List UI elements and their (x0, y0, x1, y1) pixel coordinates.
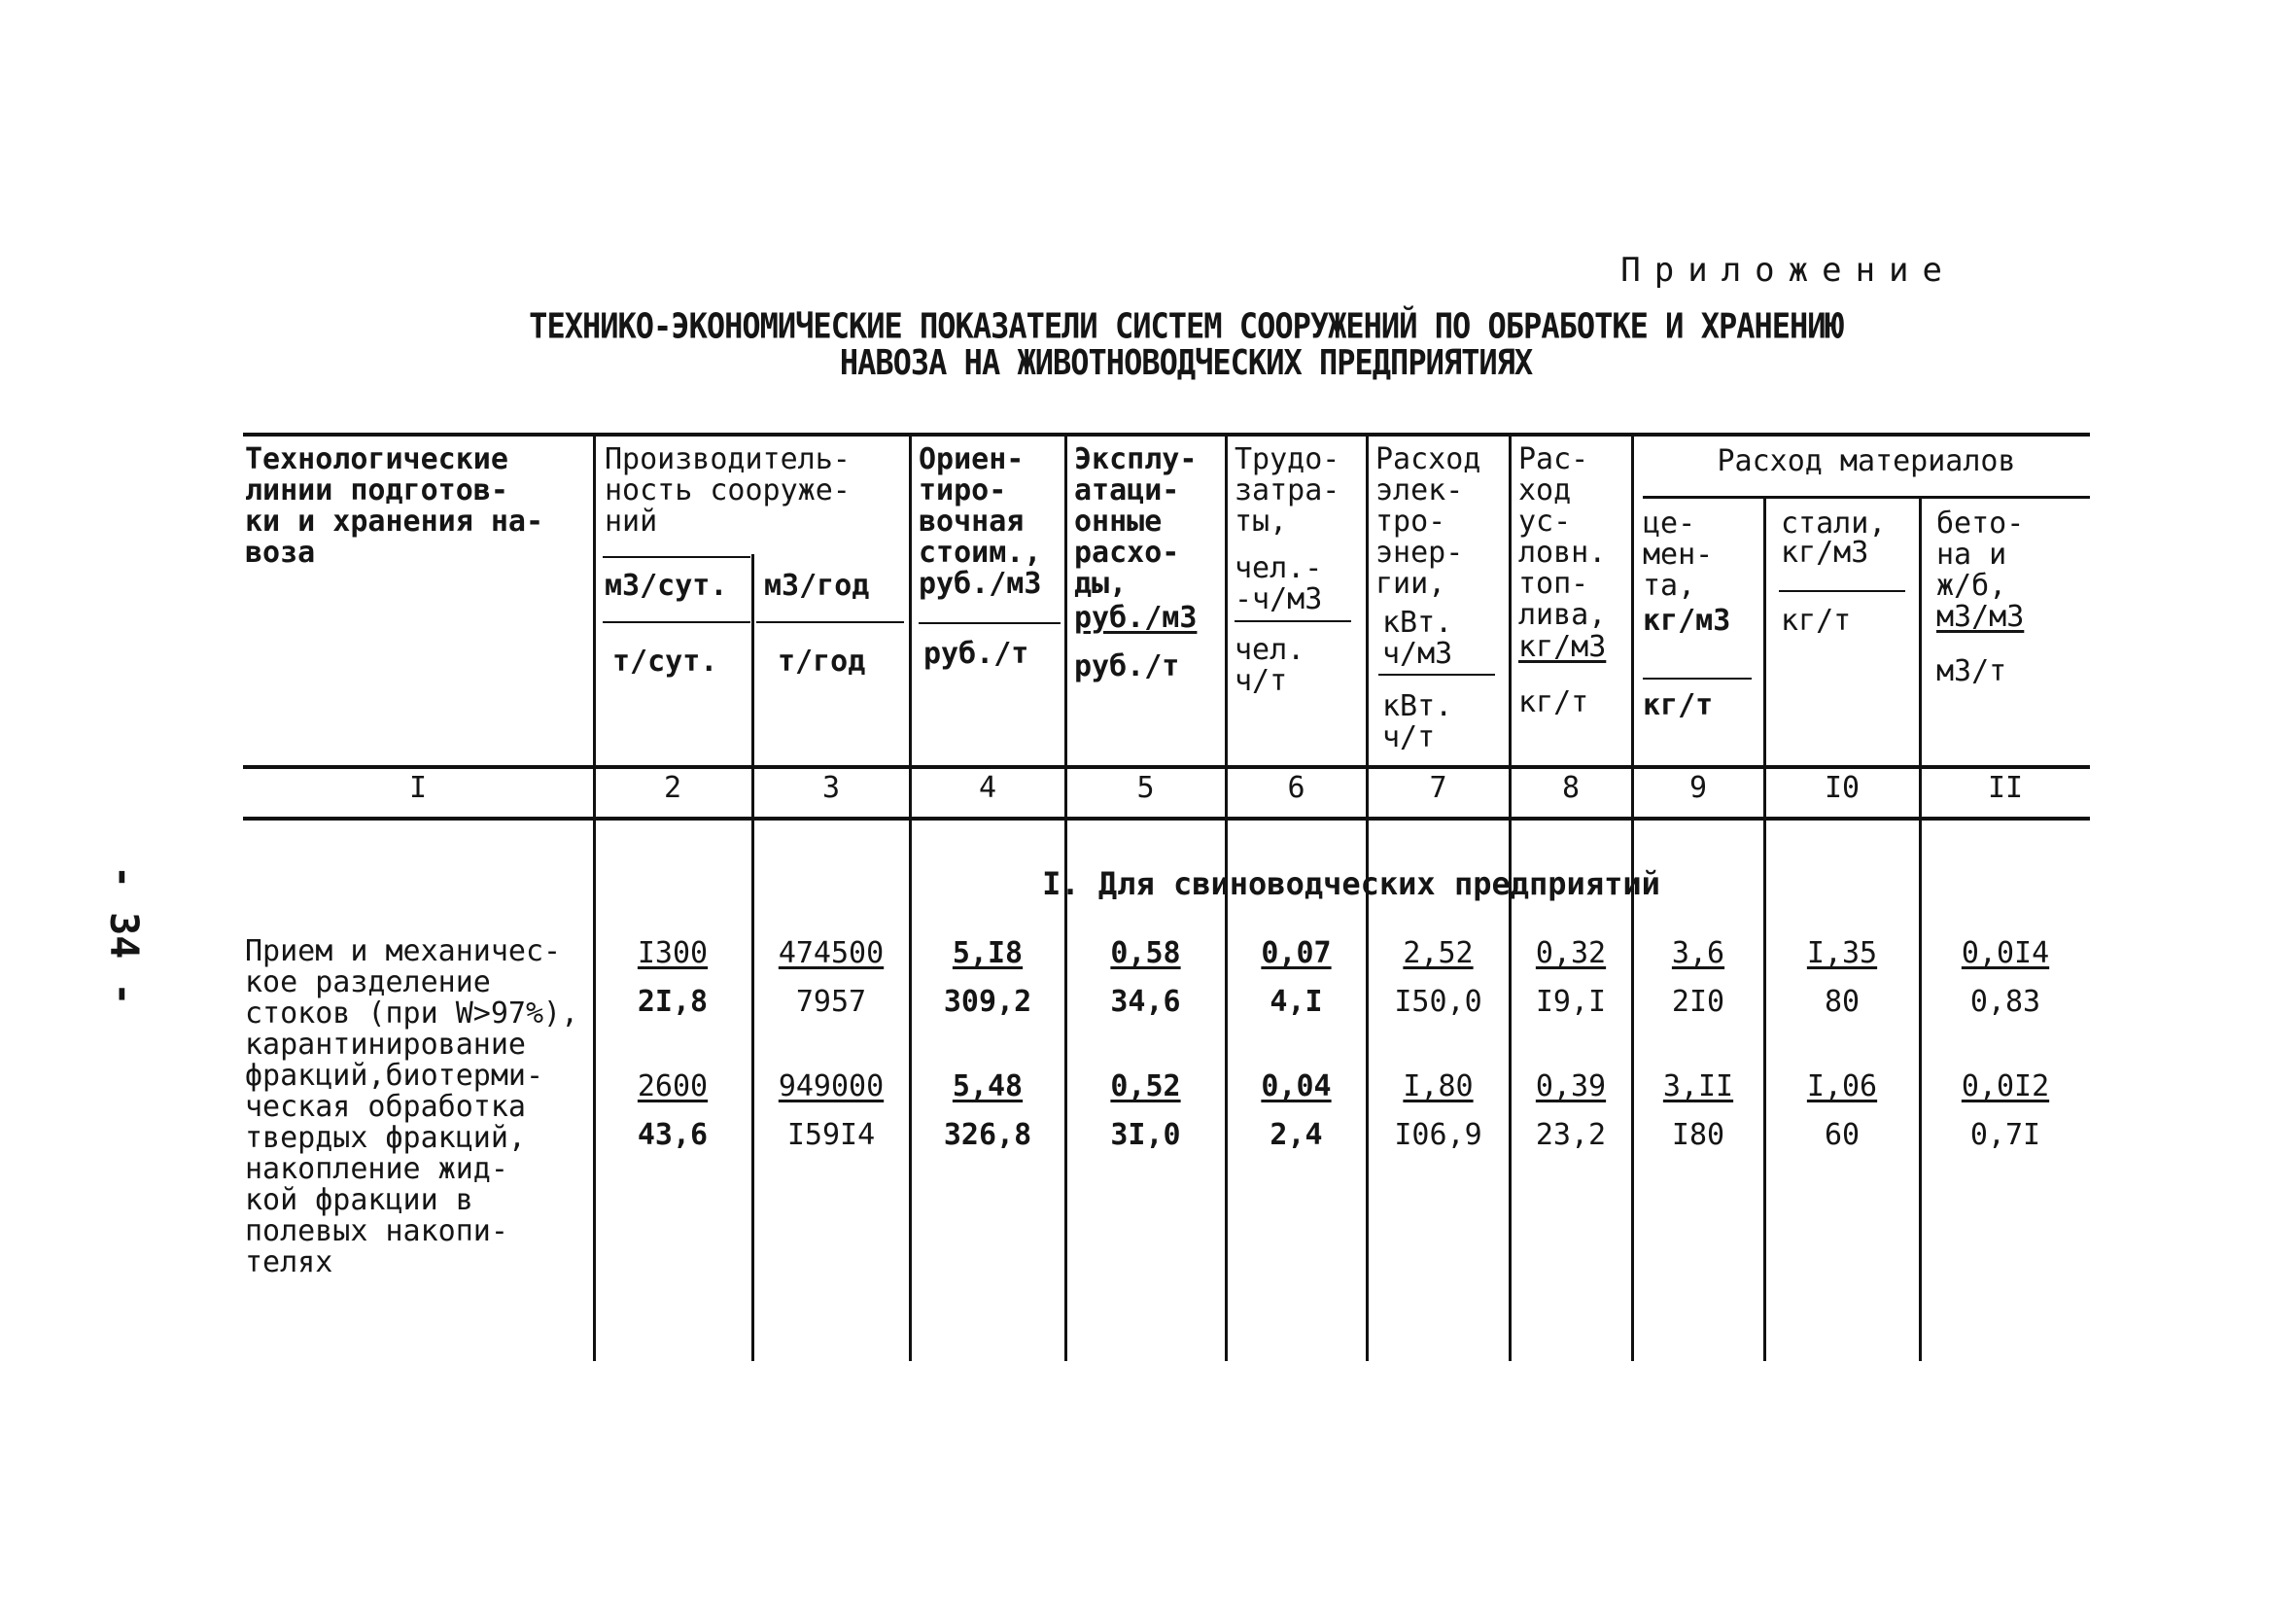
r1-c11-bottom: 0,83 (1969, 985, 2041, 1019)
page-number: - 34 - (101, 865, 146, 1006)
r1-c11-top: 0,0I4 (1961, 936, 2050, 970)
rule-unit-c10 (1779, 590, 1905, 592)
header-unit-c6-bottom: чел. ч/т (1235, 633, 1305, 698)
header-unit-c3-bottom: т/год (778, 645, 866, 679)
header-fuel: Рас- ход ус- ловн. топ- лива, (1518, 442, 1607, 632)
r2-c4-top: 5,48 (952, 1069, 1024, 1103)
header-unit-c8-top: кг/м3 (1518, 630, 1607, 664)
r1-c10-top: I,35 (1806, 936, 1878, 970)
r2-c9-top: 3,II (1662, 1069, 1734, 1103)
header-unit-c11-bottom: м3/т (1936, 654, 2007, 688)
rule-unit-c3 (756, 621, 904, 623)
r1-c2-bottom: 2I,8 (637, 985, 709, 1019)
r1-c10-bottom: 80 (1824, 985, 1861, 1019)
rule-materials (1643, 496, 2090, 499)
r2-c3-bottom: I59I4 (786, 1118, 876, 1152)
r1-c7-bottom: I50,0 (1394, 985, 1482, 1019)
r1-c9-top: 3,6 (1671, 936, 1725, 970)
r1-c4-bottom: 309,2 (943, 985, 1032, 1019)
r2-c11-bottom: 0,7I (1969, 1118, 2041, 1152)
header-unit-c2-top: м3/сут. (605, 569, 728, 603)
header-labor: Трудо- затра- ты, (1235, 442, 1340, 539)
r1-c3-top: 474500 (778, 936, 885, 970)
header-unit-c9-top: кг/м3 (1643, 604, 1731, 638)
header-unit-c2-bottom: т/сут. (612, 645, 718, 679)
section-title: I. Для свиноводческих предприятий (1042, 865, 1660, 902)
r1-c5-bottom: 34,6 (1110, 985, 1181, 1019)
rule-header-bottom (243, 765, 2090, 769)
header-unit-c10-top: кг/м3 (1781, 536, 1869, 570)
header-unit-c5-bottom: руб./т (1074, 649, 1180, 683)
rule-unit-c4 (919, 622, 1061, 624)
rule-unit-c2b (603, 621, 750, 623)
r2-c7-bottom: I06,9 (1394, 1118, 1482, 1152)
header-electricity: Расход элек- тро- энер- гии, (1375, 442, 1481, 601)
r1-c7-top: 2,52 (1403, 936, 1474, 970)
r2-c2-bottom: 43,6 (637, 1118, 709, 1152)
header-unit-c5-top: руб./м3 (1074, 601, 1198, 635)
page-title (418, 305, 1954, 383)
header-unit-c10-bottom: кг/т (1781, 604, 1852, 638)
column-number-8: 8 (1561, 771, 1581, 805)
r2-c9-bottom: I80 (1671, 1118, 1725, 1152)
title-line-1: ТЕХНИКО-ЭКОНОМИЧЕСКИЕ ПОКАЗАТЕЛИ СИСТЕМ СООРУЖЕНИЙ ПО ОБРАБОТКЕ И ХРАНЕНИЮ (529, 305, 1843, 347)
r2-c6-top: 0,04 (1261, 1069, 1332, 1103)
r2-c5-bottom: 3I,0 (1110, 1118, 1181, 1152)
header-steel: стали, (1781, 507, 1887, 541)
header-operating-costs: Эксплу- атаци- онные расхо- ды, (1074, 442, 1198, 601)
column-number-1: I (408, 771, 428, 805)
title-line-2: НАВОЗА НА ЖИВОТНОВОДЧЕСКИХ ПРЕДПРИЯТИЯХ (839, 341, 1533, 383)
rule-unit-c7 (1378, 674, 1495, 676)
r1-c2-top: I300 (637, 936, 709, 970)
header-concrete: бето- на и ж/б, (1936, 507, 2025, 603)
r2-c3-top: 949000 (778, 1069, 885, 1103)
r1-c3-bottom: 7957 (795, 985, 867, 1019)
column-number-11: II (1987, 771, 2024, 805)
header-materials: Расход материалов (1717, 444, 2016, 478)
rule-unit-c2 (603, 556, 750, 558)
header-unit-c6-top: чел.- -ч/м3 (1235, 551, 1323, 616)
r1-c4-top: 5,I8 (952, 936, 1024, 970)
column-number-2: 2 (663, 771, 682, 805)
column-number-7: 7 (1429, 771, 1447, 805)
col-divider-1 (593, 433, 596, 1361)
r2-c10-top: I,06 (1806, 1069, 1878, 1103)
header-unit-c7-bottom: кВт. ч/т (1382, 689, 1453, 754)
r1-c5-top: 0,58 (1110, 936, 1181, 970)
r2-c10-bottom: 60 (1824, 1118, 1861, 1152)
col-divider-10 (1919, 496, 1922, 1361)
header-capacity: Производитель- ность сооруже- ний (605, 442, 851, 539)
column-number-10: I0 (1824, 771, 1861, 805)
r1-c6-bottom: 4,I (1270, 985, 1323, 1019)
header-approx-cost: Ориен- тиро- вочная стоим., (919, 442, 1042, 570)
column-number-3: 3 (821, 771, 841, 805)
r2-c4-bottom: 326,8 (943, 1118, 1032, 1152)
header-unit-c4-bottom: руб./т (923, 637, 1029, 671)
appendix-label: Приложение (1620, 251, 1956, 290)
rule-unit-c9 (1643, 678, 1752, 680)
r2-c7-top: I,80 (1403, 1069, 1474, 1103)
header-cement: це- мен- та, (1643, 507, 1714, 603)
r2-c8-bottom: 23,2 (1535, 1118, 1607, 1152)
r2-c6-bottom: 2,4 (1270, 1118, 1323, 1152)
r1-c6-top: 0,07 (1261, 936, 1332, 970)
column-number-6: 6 (1287, 771, 1305, 805)
header-unit-c9-bottom: кг/т (1643, 688, 1714, 722)
indicators-table (243, 423, 2090, 1371)
r2-c8-top: 0,39 (1535, 1069, 1607, 1103)
header-unit-c11-top: м3/м3 (1936, 600, 2025, 634)
column-number-5: 5 (1136, 771, 1155, 805)
r1-c8-top: 0,32 (1535, 936, 1607, 970)
r1-c9-bottom: 2I0 (1671, 985, 1725, 1019)
r2-c11-top: 0,0I2 (1961, 1069, 2050, 1103)
header-unit-c7-top: кВт. ч/м3 (1382, 606, 1453, 671)
header-unit-c3-top: м3/год (764, 569, 870, 603)
r1-c8-bottom: I9,I (1535, 985, 1607, 1019)
rule-colnum-bottom (243, 817, 2090, 821)
r2-c2-top: 2600 (637, 1069, 709, 1103)
header-unit-c8-bottom: кг/т (1518, 685, 1589, 719)
row-description: Прием и механичес- кое разделение стоков (при W>97%), карантинирование фракций,биотерми- ческая обработка твердых фракций, накопление жид- кой фракции в полевых накопи- телях (245, 934, 579, 1279)
r2-c5-top: 0,52 (1110, 1069, 1181, 1103)
col-divider-9 (1763, 496, 1766, 1361)
header-unit-c4-top: руб./м3 (919, 567, 1042, 601)
column-number-4: 4 (978, 771, 997, 805)
rule-unit-c6 (1235, 620, 1351, 622)
column-number-9: 9 (1688, 771, 1708, 805)
rule-top (243, 433, 2090, 437)
header-technological-lines: Технологические линии подготов- ки и хранения на- воза (245, 442, 544, 570)
